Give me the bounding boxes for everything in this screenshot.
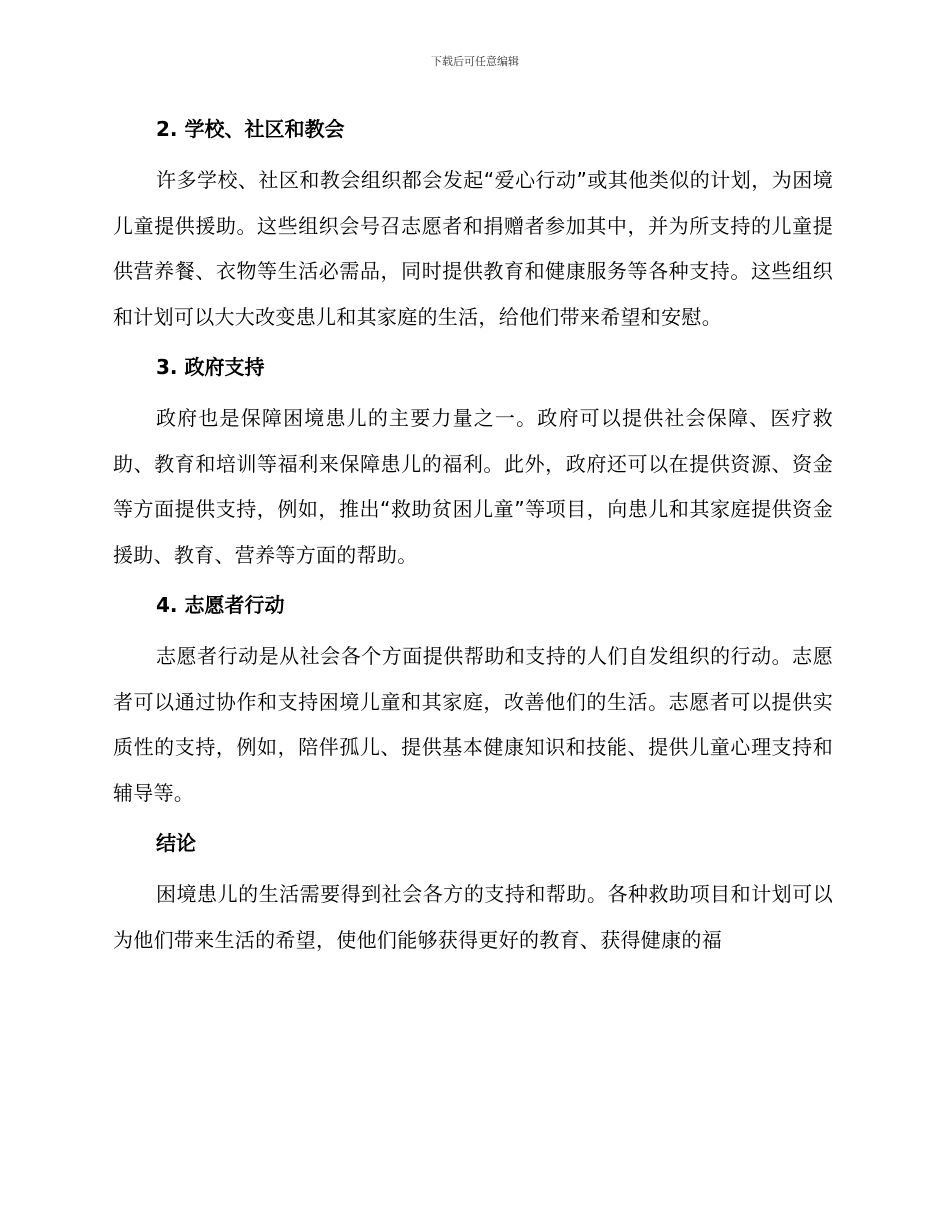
section-volunteer-action	[113, 588, 833, 816]
section-schools-communities-churches	[113, 112, 833, 340]
section-paragraph: 许多学校、社区和教会组织都会发起“爱心行动”或其他类似的计划，为困境儿童提供援助。这些组织会号召志愿者和捐赠者参加其中，并为所支持的儿童提供营养餐、衣物等生活必需品，同时提供教育和健康服务等各种支持。这些组织和计划可以大大改变患儿和其家庭的生活，给他们带来希望和安慰。	[113, 168, 833, 329]
page-header: 下载后可任意编辑	[431, 55, 519, 68]
section-paragraph: 志愿者行动是从社会各个方面提供帮助和支持的人们自发组织的行动。志愿者可以通过协作和支持困境儿童和其家庭，改善他们的生活。志愿者可以提供实质性的支持，例如，陪伴孤儿、提供基本健康知识和技能、提供儿童心理支持和辅导等。	[113, 644, 833, 805]
section-heading: 4. 志愿者行动	[156, 593, 285, 617]
document-body	[113, 112, 833, 963]
section-government-support	[113, 350, 833, 578]
section-conclusion	[113, 826, 833, 963]
section-heading: 2. 学校、社区和教会	[156, 117, 345, 141]
section-paragraph: 困境患儿的生活需要得到社会各方的支持和帮助。各种救助项目和计划可以为他们带来生活的希望，使他们能够获得更好的教育、获得健康的福	[113, 882, 833, 952]
section-paragraph: 政府也是保障困境患儿的主要力量之一。政府可以提供社会保障、医疗救助、教育和培训等福利来保障患儿的福利。此外，政府还可以在提供资源、资金等方面提供支持，例如，推出“救助贫困儿童”等项目，向患儿和其家庭提供资金援助、教育、营养等方面的帮助。	[113, 406, 833, 567]
section-heading: 3. 政府支持	[156, 355, 265, 379]
section-heading: 结论	[156, 831, 196, 855]
